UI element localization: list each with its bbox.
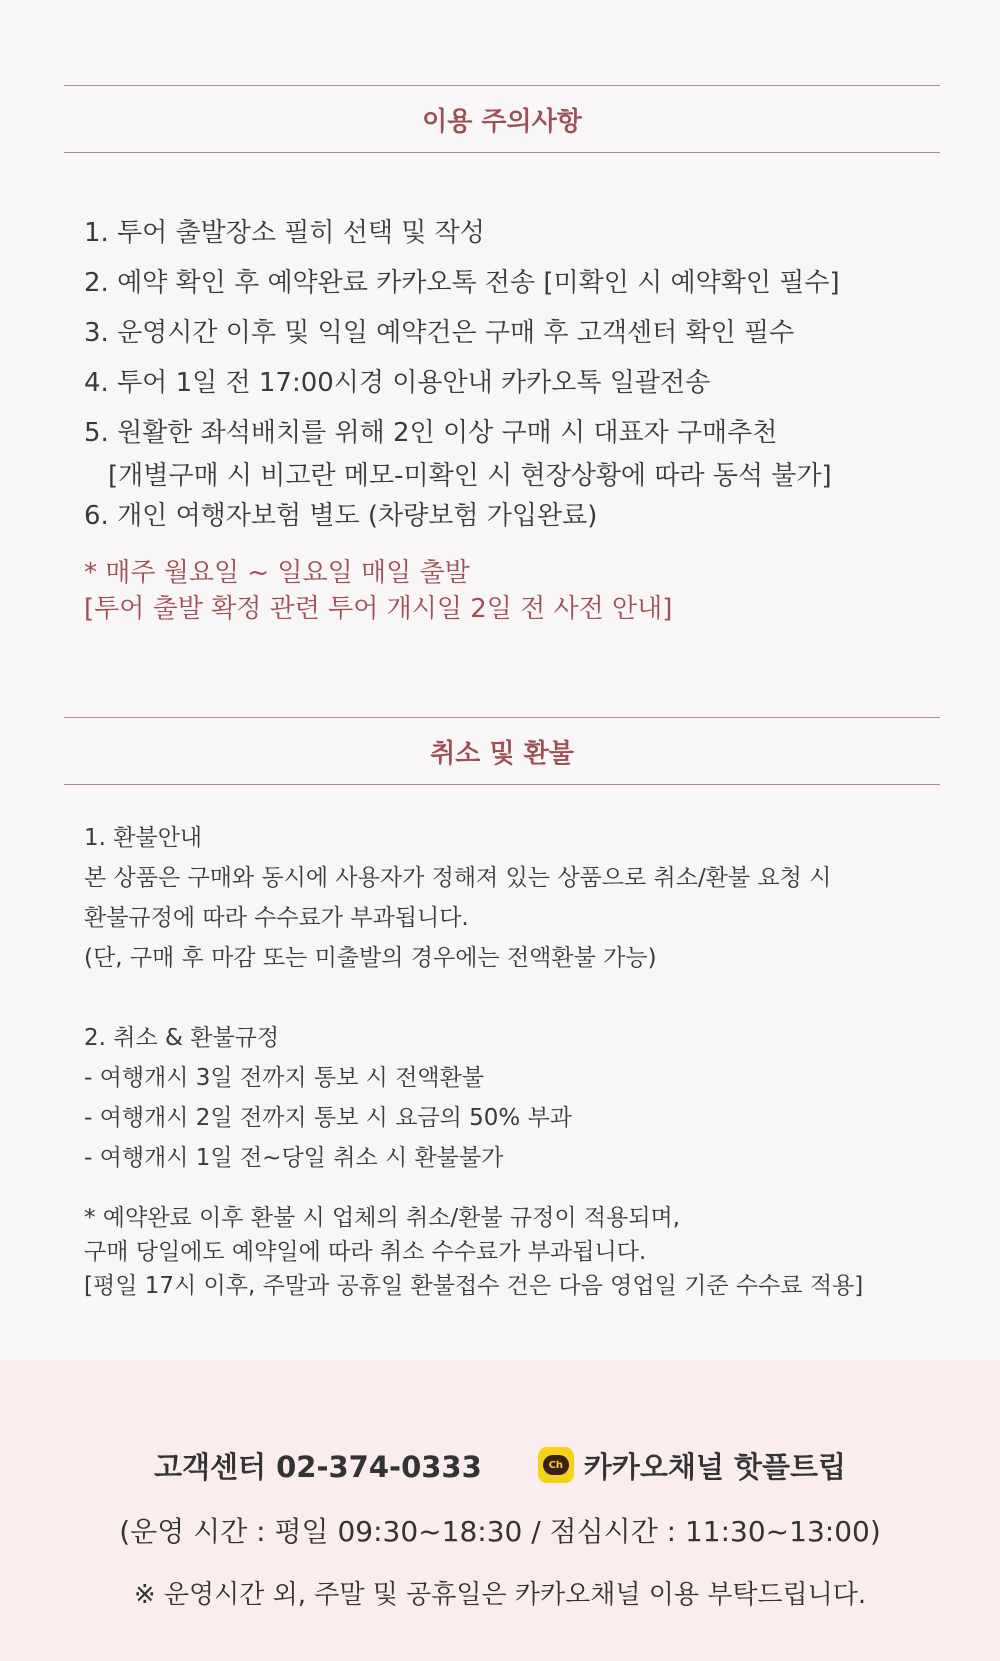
kakao-channel-link[interactable]: [538, 1445, 846, 1486]
refund-section-title: 취소 및 환불: [430, 738, 574, 769]
notice-item: 2. 예약 확인 후 예약완료 카카오톡 전송 [미확인 시 예약확인 필수]: [84, 268, 840, 298]
refund-rule-line: 2. 취소 & 환불규정: [84, 1025, 280, 1051]
customer-service-footer: [0, 1360, 1000, 1661]
notice-section-title: 이용 주의사항: [422, 106, 582, 137]
notice-item: 1. 투어 출발장소 필히 선택 및 작성: [84, 218, 485, 248]
contact-row: [0, 1440, 1000, 1490]
kakao-channel-icon-label: Ch: [543, 1455, 569, 1475]
refund-rule-line: - 여행개시 2일 전까지 통보 시 요금의 50% 부과: [84, 1105, 573, 1131]
notice-item: 5. 원활한 좌석배치를 위해 2인 이상 구매 시 대표자 구매추천: [84, 418, 778, 448]
refund-guide-line: 환불규정에 따라 수수료가 부과됩니다.: [84, 905, 469, 931]
notice-item-sub: [개별구매 시 비고란 메모-미확인 시 현장상황에 따라 동석 불가]: [108, 461, 832, 491]
notice-section-header: [64, 85, 940, 153]
departure-confirmation-note: [투어 출발 확정 관련 투어 개시일 2일 전 사전 안내]: [84, 594, 673, 624]
refund-content: [84, 818, 964, 1178]
refund-guide-line: 1. 환불안내: [84, 825, 203, 851]
spacer: [84, 978, 964, 1018]
departure-schedule-note: * 매주 월요일 ~ 일요일 매일 출발: [84, 558, 470, 588]
customer-center-phone[interactable]: 고객센터 02-374-0333: [153, 1449, 482, 1484]
refund-note-line: 구매 당일에도 예약일에 따라 취소 수수료가 부과됩니다.: [84, 1239, 647, 1265]
kakao-channel-icon: [538, 1447, 574, 1483]
refund-note-line: * 예약완료 이후 환불 시 업체의 취소/환불 규정이 적용되며,: [84, 1205, 681, 1231]
refund-rule-line: - 여행개시 1일 전~당일 취소 시 환불불가: [84, 1145, 504, 1171]
refund-guide-line: (단, 구매 후 마감 또는 미출발의 경우에는 전액환불 가능): [84, 945, 657, 971]
notice-list: [84, 208, 964, 538]
refund-rule-line: - 여행개시 3일 전까지 통보 시 전액환불: [84, 1065, 485, 1091]
kakao-channel-name[interactable]: 카카오채널 핫플트립: [583, 1449, 847, 1484]
notice-highlight: [84, 555, 964, 627]
notice-item: 6. 개인 여행자보험 별도 (차량보험 가입완료): [84, 501, 598, 531]
refund-guide-line: 본 상품은 구매와 동시에 사용자가 정해져 있는 상품으로 취소/환불 요청 시: [84, 865, 832, 891]
after-hours-note: ※ 운영시간 외, 주말 및 공휴일은 카카오채널 이용 부탁드립니다.: [133, 1580, 867, 1610]
notice-item: 3. 운영시간 이후 및 익일 예약건은 구매 후 고객센터 확인 필수: [84, 318, 795, 348]
refund-section-header: [64, 717, 940, 785]
refund-note-line: [평일 17시 이후, 주말과 공휴일 환불접수 건은 다음 영업일 기준 수수료 적용]: [84, 1273, 864, 1299]
refund-notes: [84, 1201, 964, 1303]
notice-item: 4. 투어 1일 전 17:00시경 이용안내 카카오톡 일괄전송: [84, 368, 711, 398]
operating-hours: (운영 시간 : 평일 09:30~18:30 / 점심시간 : 11:30~13:00): [119, 1515, 881, 1548]
